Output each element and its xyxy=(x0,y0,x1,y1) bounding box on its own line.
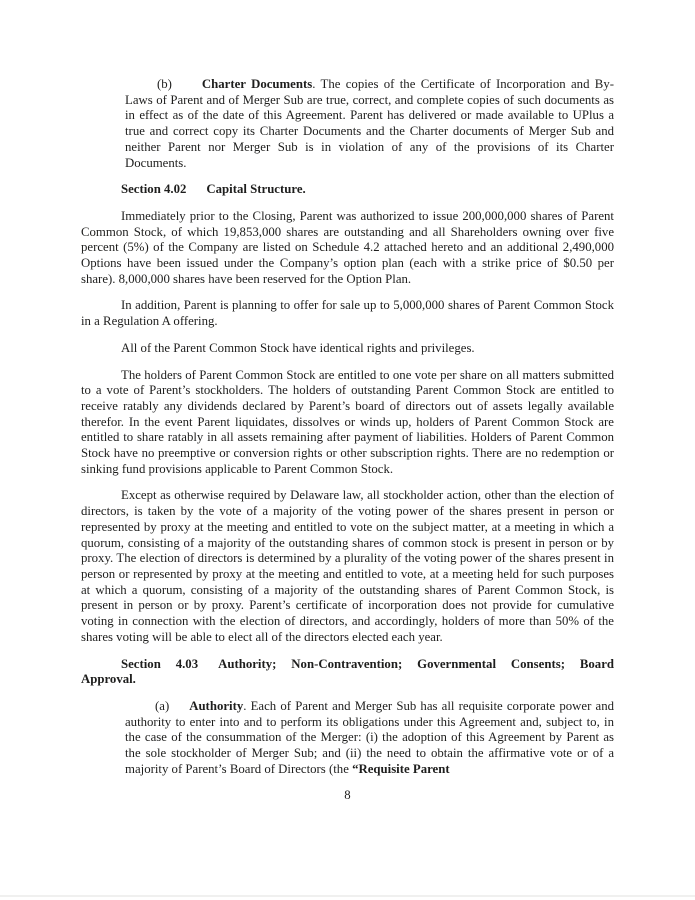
clause-a-paragraph xyxy=(125,699,614,778)
section-4-03-number: Section 4.03 xyxy=(121,656,199,671)
section-4-03-title-line1: Authority; Non-Contravention; Governmental Consents; Board xyxy=(218,656,614,671)
page-content xyxy=(81,77,614,804)
section-4-02-heading xyxy=(81,182,614,198)
section-4-03-title-line2: Approval. xyxy=(81,672,136,687)
capital-structure-paragraph-1: Immediately prior to the Closing, Parent was authorized to issue 200,000,000 shares of Parent Common Stock, of which 19,853,000 shares are outstanding and all Shareholders owning over five percent (5%) of the Company are listed on Schedule 4.2 attached hereto and an additional 2,490,000 Options have been issued under the Company’s option plan (each with a strike price of $0.50 per share). 8,000,000 shares have been reserved for the Option Plan. xyxy=(81,208,614,286)
clause-b-label: (b) xyxy=(157,77,172,91)
section-4-03-heading xyxy=(81,657,614,688)
page-bottom-edge xyxy=(0,895,695,897)
section-4-03-heading-line1 xyxy=(81,657,614,673)
section-4-02-number: Section 4.02 xyxy=(121,182,187,197)
capital-structure-paragraph-5: Except as otherwise required by Delaware law, all stockholder action, other than the election of directors, is taken by the vote of a majority of the voting power of the shares present in person or represented by proxy at the meeting and entitled to vote on the subject matter, at a meeting in which a quorum, consisting of a majority of the outstanding shares of common stock is present in person or by proxy. The election of directors is determined by a plurality of the voting power of the shares present in person or represented by proxy at the meeting and entitled to vote, at a meeting held for such purposes at which a quorum, consisting of a majority of the outstanding shares of Parent Common Stock, is present in person or by proxy. Parent’s certificate of incorporation does not provide for cumulative voting in connection with the election of directors, and accordingly, holders of more than 50% of the shares voting will be able to elect all of the directors elected each year. xyxy=(81,488,614,644)
clause-b-text: . The copies of the Certificate of Incorporation and By-Laws of Parent and of Merger Sub are true, correct, and complete copies of such documents as in effect as of the date of this Agreement. Parent has delivered or made available to UPlus a true and correct copy its Charter Documents and the Charter documents of Merger Sub and neither Parent nor Merger Sub is in violation of any of the provisions of its Charter Documents. xyxy=(125,77,614,170)
clause-a-label: (a) xyxy=(155,698,170,713)
clause-a-heading: Authority xyxy=(189,698,244,713)
capital-structure-paragraph-3: All of the Parent Common Stock have identical rights and privileges. xyxy=(121,340,475,355)
clause-a-defined-term: “Requisite Parent xyxy=(352,761,450,776)
clause-b-paragraph xyxy=(125,77,614,171)
section-4-03-heading-line2 xyxy=(81,672,614,688)
capital-structure-paragraph-4: The holders of Parent Common Stock are entitled to one vote per share on all matters submitted to a vote of Parent’s stockholders. The holders of outstanding Parent Common Stock are entitled to receive ratably any dividends declared by Parent’s board of directors out of assets legally available therefor. In the event Parent liquidates, dissolves or winds up, holders of Parent Common Stock are entitled to share ratably in all assets remaining after payment of liabilities. Holders of Parent Common Stock have no preemptive or conversion rights or other subscription rights. There are no redemption or sinking fund provisions applicable to Parent Common Stock. xyxy=(81,367,614,476)
clause-b-heading: Charter Documents xyxy=(201,77,313,91)
section-4-02-title: Capital Structure. xyxy=(206,182,306,197)
page-number: 8 xyxy=(344,788,351,803)
capital-structure-paragraph-2: In addition, Parent is planning to offer for sale up to 5,000,000 shares of Parent Common Stock in a Regulation A offering. xyxy=(81,298,614,329)
clause-a-text: . Each of Parent and Merger Sub has all requisite corporate power and authority to enter into and to perform its obligations under this Agreement and, subject to, in the case of the consummation of the Merger: (i) the adoption of this Agreement by Parent as the sole stockholder of Merger Sub; and (ii) the need to obtain the affirmative vote or of a majority of Parent’s Board of Directors (the xyxy=(125,698,614,776)
